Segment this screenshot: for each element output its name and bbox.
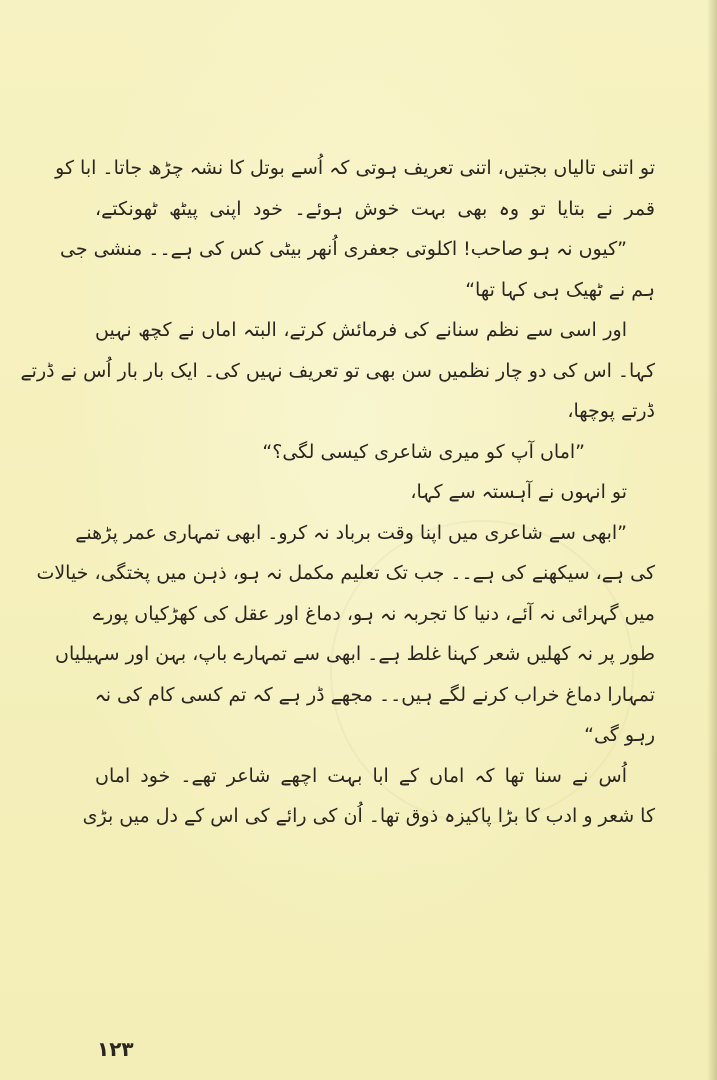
text-line: کی ہے، سیکھنے کی ہے۔۔ جب تک تعلیم مکمل نہ ہو، ذہن میں پختگی، خیالات: [36, 562, 655, 584]
text-line: تمہارا دماغ خراب کرنے لگے ہیں۔۔ مجھے ڈر ہے کہ تم کسی کام کی نہ: [94, 683, 655, 706]
text-line: کا شعر و ادب کا بڑا پاکیزہ ذوق تھا۔ اُن کی رائے کی اس کے دل میں بڑی: [82, 805, 655, 827]
text-line: قمر نے بتایا تو وہ بھی بہت خوش ہوئے۔ خود اپنی پیٹھ ٹھونکتے،: [95, 197, 655, 220]
text-line: تو انہوں نے آہستہ سے کہا،: [410, 481, 627, 503]
text-line: ”کیوں نہ ہو صاحب! اکلوتی جعفری اُنھر بیٹی کس کی ہے۔۔ منشی جی: [60, 238, 627, 260]
text-line: اُس نے سنا تھا کہ اماں کے ابا بہت اچھے شاعر تھے۔ خود اماں: [95, 764, 627, 787]
text-line: رہو گی“: [584, 724, 655, 746]
body-text: [20, 148, 655, 837]
text-line: ”ابھی سے شاعری میں اپنا وقت برباد نہ کرو۔ ابھی تمہاری عمر پڑھنے: [75, 521, 627, 544]
text-line: میں گہرائی نہ آئے، دنیا کا تجربہ نہ ہو، دماغ اور عقل کی کھڑکیاں پورے: [92, 602, 655, 625]
page-edge-shadow: [707, 0, 717, 1080]
text-line: ”اماں آپ کو میری شاعری کیسی لگی؟“: [262, 440, 585, 463]
text-line: طور پر نہ کھلیں شعر کہنا غلط ہے۔ ابھی سے تمہارے باپ، بہن اور سہیلیاں: [55, 643, 655, 665]
text-line: ڈرتے پوچھا،: [567, 400, 655, 422]
text-line: تو اتنی تالیاں بجتیں، اتنی تعریف ہوتی کہ اُسے بوتل کا نشہ چڑھ جاتا۔ ابا کو: [55, 157, 655, 179]
page-number: ۱۲۳: [97, 1037, 134, 1061]
text-line: کہا۔ اس کی دو چار نظمیں سن بھی تو تعریف نہیں کی۔ ایک بار بار اُس نے ڈرتے: [20, 359, 655, 382]
text-line: ہم نے ٹھیک ہی کہا تھا“: [465, 278, 655, 301]
text-line: اور اسی سے نظم سنانے کی فرمائش کرتے، البتہ اماں نے کچھ نہیں: [95, 319, 627, 341]
